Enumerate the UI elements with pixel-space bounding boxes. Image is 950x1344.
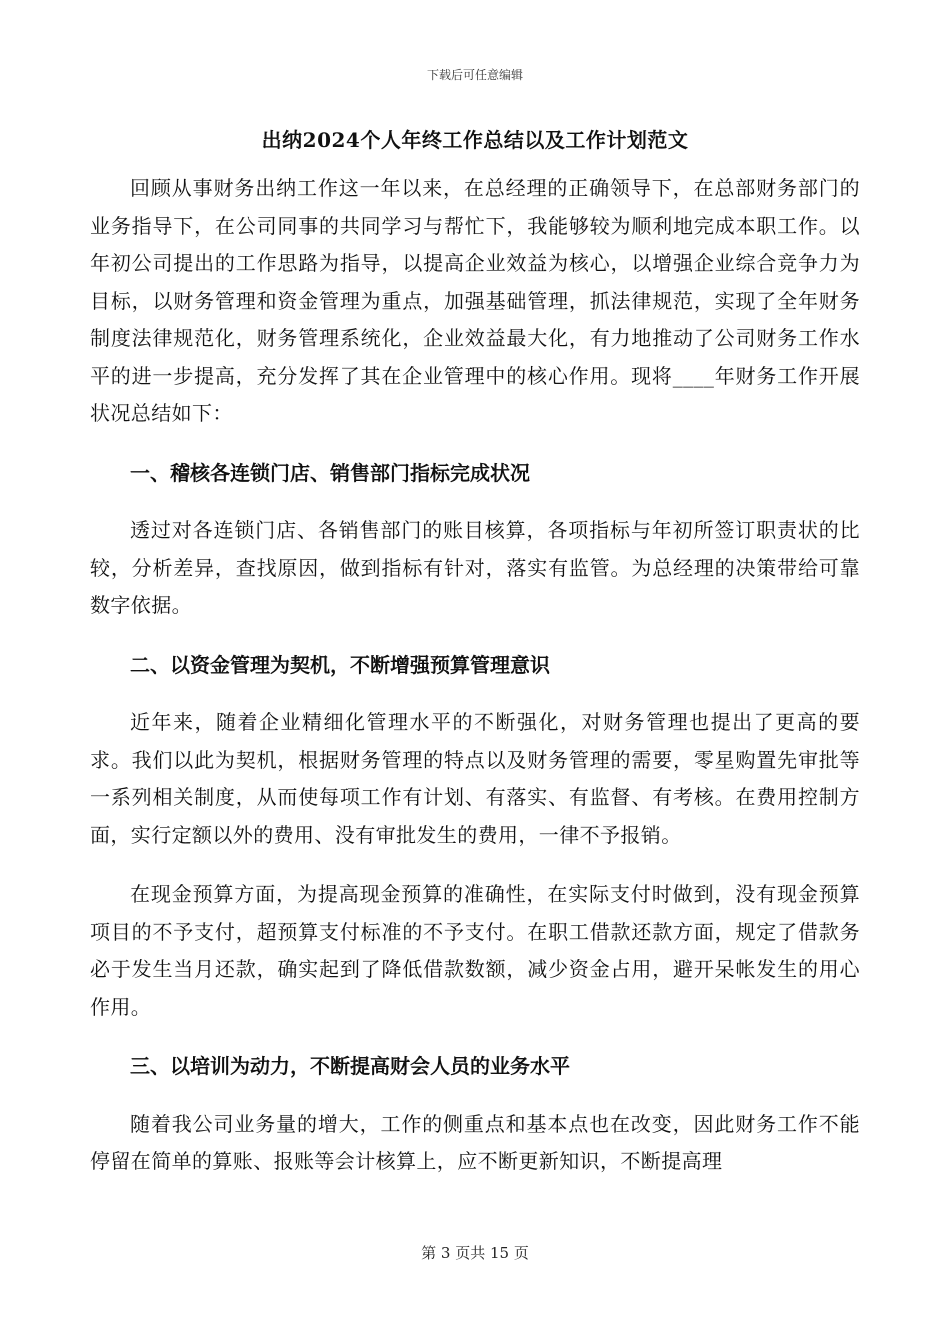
document-body	[90, 170, 860, 1181]
intro-paragraph: 回顾从事财务出纳工作这一年以来，在总经理的正确领导下，在总部财务部门的业务指导下，在公司同事的共同学习与帮忙下，我能够较为顺利地完成本职工作。以年初公司提出的工作思路为指导，以提高企业效益为核心，以增强企业综合竞争力为目标，以财务管理和资金管理为重点，加强基础管理，抓法律规范，实现了全年财务制度法律规范化，财务管理系统化，企业效益最大化，有力地推动了公司财务工作水平的进一步提高，充分发挥了其在企业管理中的核心作用。现将____年财务工作开展状况总结如下：	[90, 176, 860, 425]
document-title: 出纳2024个人年终工作总结以及工作计划范文	[261, 128, 689, 152]
page-number-footer: 第 3 页共 15 页	[421, 1244, 529, 1262]
section-1-paragraph-1: 透过对各连锁门店、各销售部门的账目核算，各项指标与年初所签订职责状的比较，分析差异，查找原因，做到指标有针对，落实有监管。为总经理的决策带给可靠数字依据。	[90, 518, 860, 617]
section-2-paragraph-1: 近年来，随着企业精细化管理水平的不断强化，对财务管理也提出了更高的要求。我们以此为契机，根据财务管理的特点以及财务管理的需要，零星购置先审批等一系列相关制度，从而使每项工作有计划、有落实、有监督、有考核。在费用控制方面，实行定额以外的费用、没有审批发生的费用，一律不予报销。	[90, 710, 860, 847]
section-3-paragraph-1: 随着我公司业务量的增大，工作的侧重点和基本点也在改变，因此财务工作不能停留在简单的算账、报账等会计核算上，应不断更新知识，不断提高理	[90, 1111, 860, 1173]
section-heading-1: 一、稽核各连锁门店、销售部门指标完成状况	[130, 460, 530, 485]
section-2-paragraph-2: 在现金预算方面，为提高现金预算的准确性，在实际支付时做到，没有现金预算项目的不予支付，超预算支付标准的不予支付。在职工借款还款方面，规定了借款务必于发生当月还款，确实起到了降低借款数额，减少资金占用，避开呆帐发生的用心作用。	[90, 882, 860, 1019]
section-heading-3: 三、以培训为动力，不断提高财会人员的业务水平	[130, 1054, 570, 1078]
section-heading-2: 二、以资金管理为契机，不断增强预算管理意识	[130, 652, 550, 677]
header-note: 下载后可任意编辑	[426, 68, 523, 82]
